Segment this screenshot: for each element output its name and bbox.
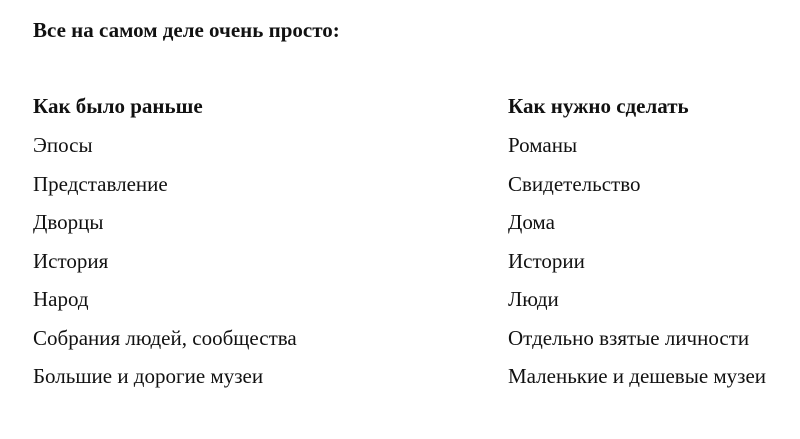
document-heading: Все на самом деле очень просто:: [33, 18, 340, 42]
column-after: [508, 93, 798, 402]
list-item: Эпосы: [33, 133, 93, 157]
list-item: Дома: [508, 210, 555, 234]
column-header-before: Как было раньше: [33, 94, 203, 118]
list-item: История: [33, 248, 109, 273]
list-before: [33, 132, 413, 389]
list-item: Народ: [33, 287, 89, 311]
list-item: Дворцы: [33, 210, 104, 234]
column-before: [33, 93, 413, 402]
list-item: Большие и дорогие музеи: [33, 364, 264, 388]
list-item: Люди: [508, 287, 559, 311]
list-item: Истории: [508, 248, 585, 273]
column-header-after: Как нужно сделать: [508, 94, 689, 118]
list-item: Свидетельство: [508, 171, 641, 196]
list-item: Собрания людей, сообщества: [33, 325, 297, 350]
list-item: Романы: [508, 133, 578, 157]
list-item: Отдельно взятые личности: [508, 325, 750, 350]
list-item: Маленькие и дешевые музеи: [508, 364, 767, 388]
list-item: Представление: [33, 171, 168, 196]
list-after: [508, 132, 798, 389]
